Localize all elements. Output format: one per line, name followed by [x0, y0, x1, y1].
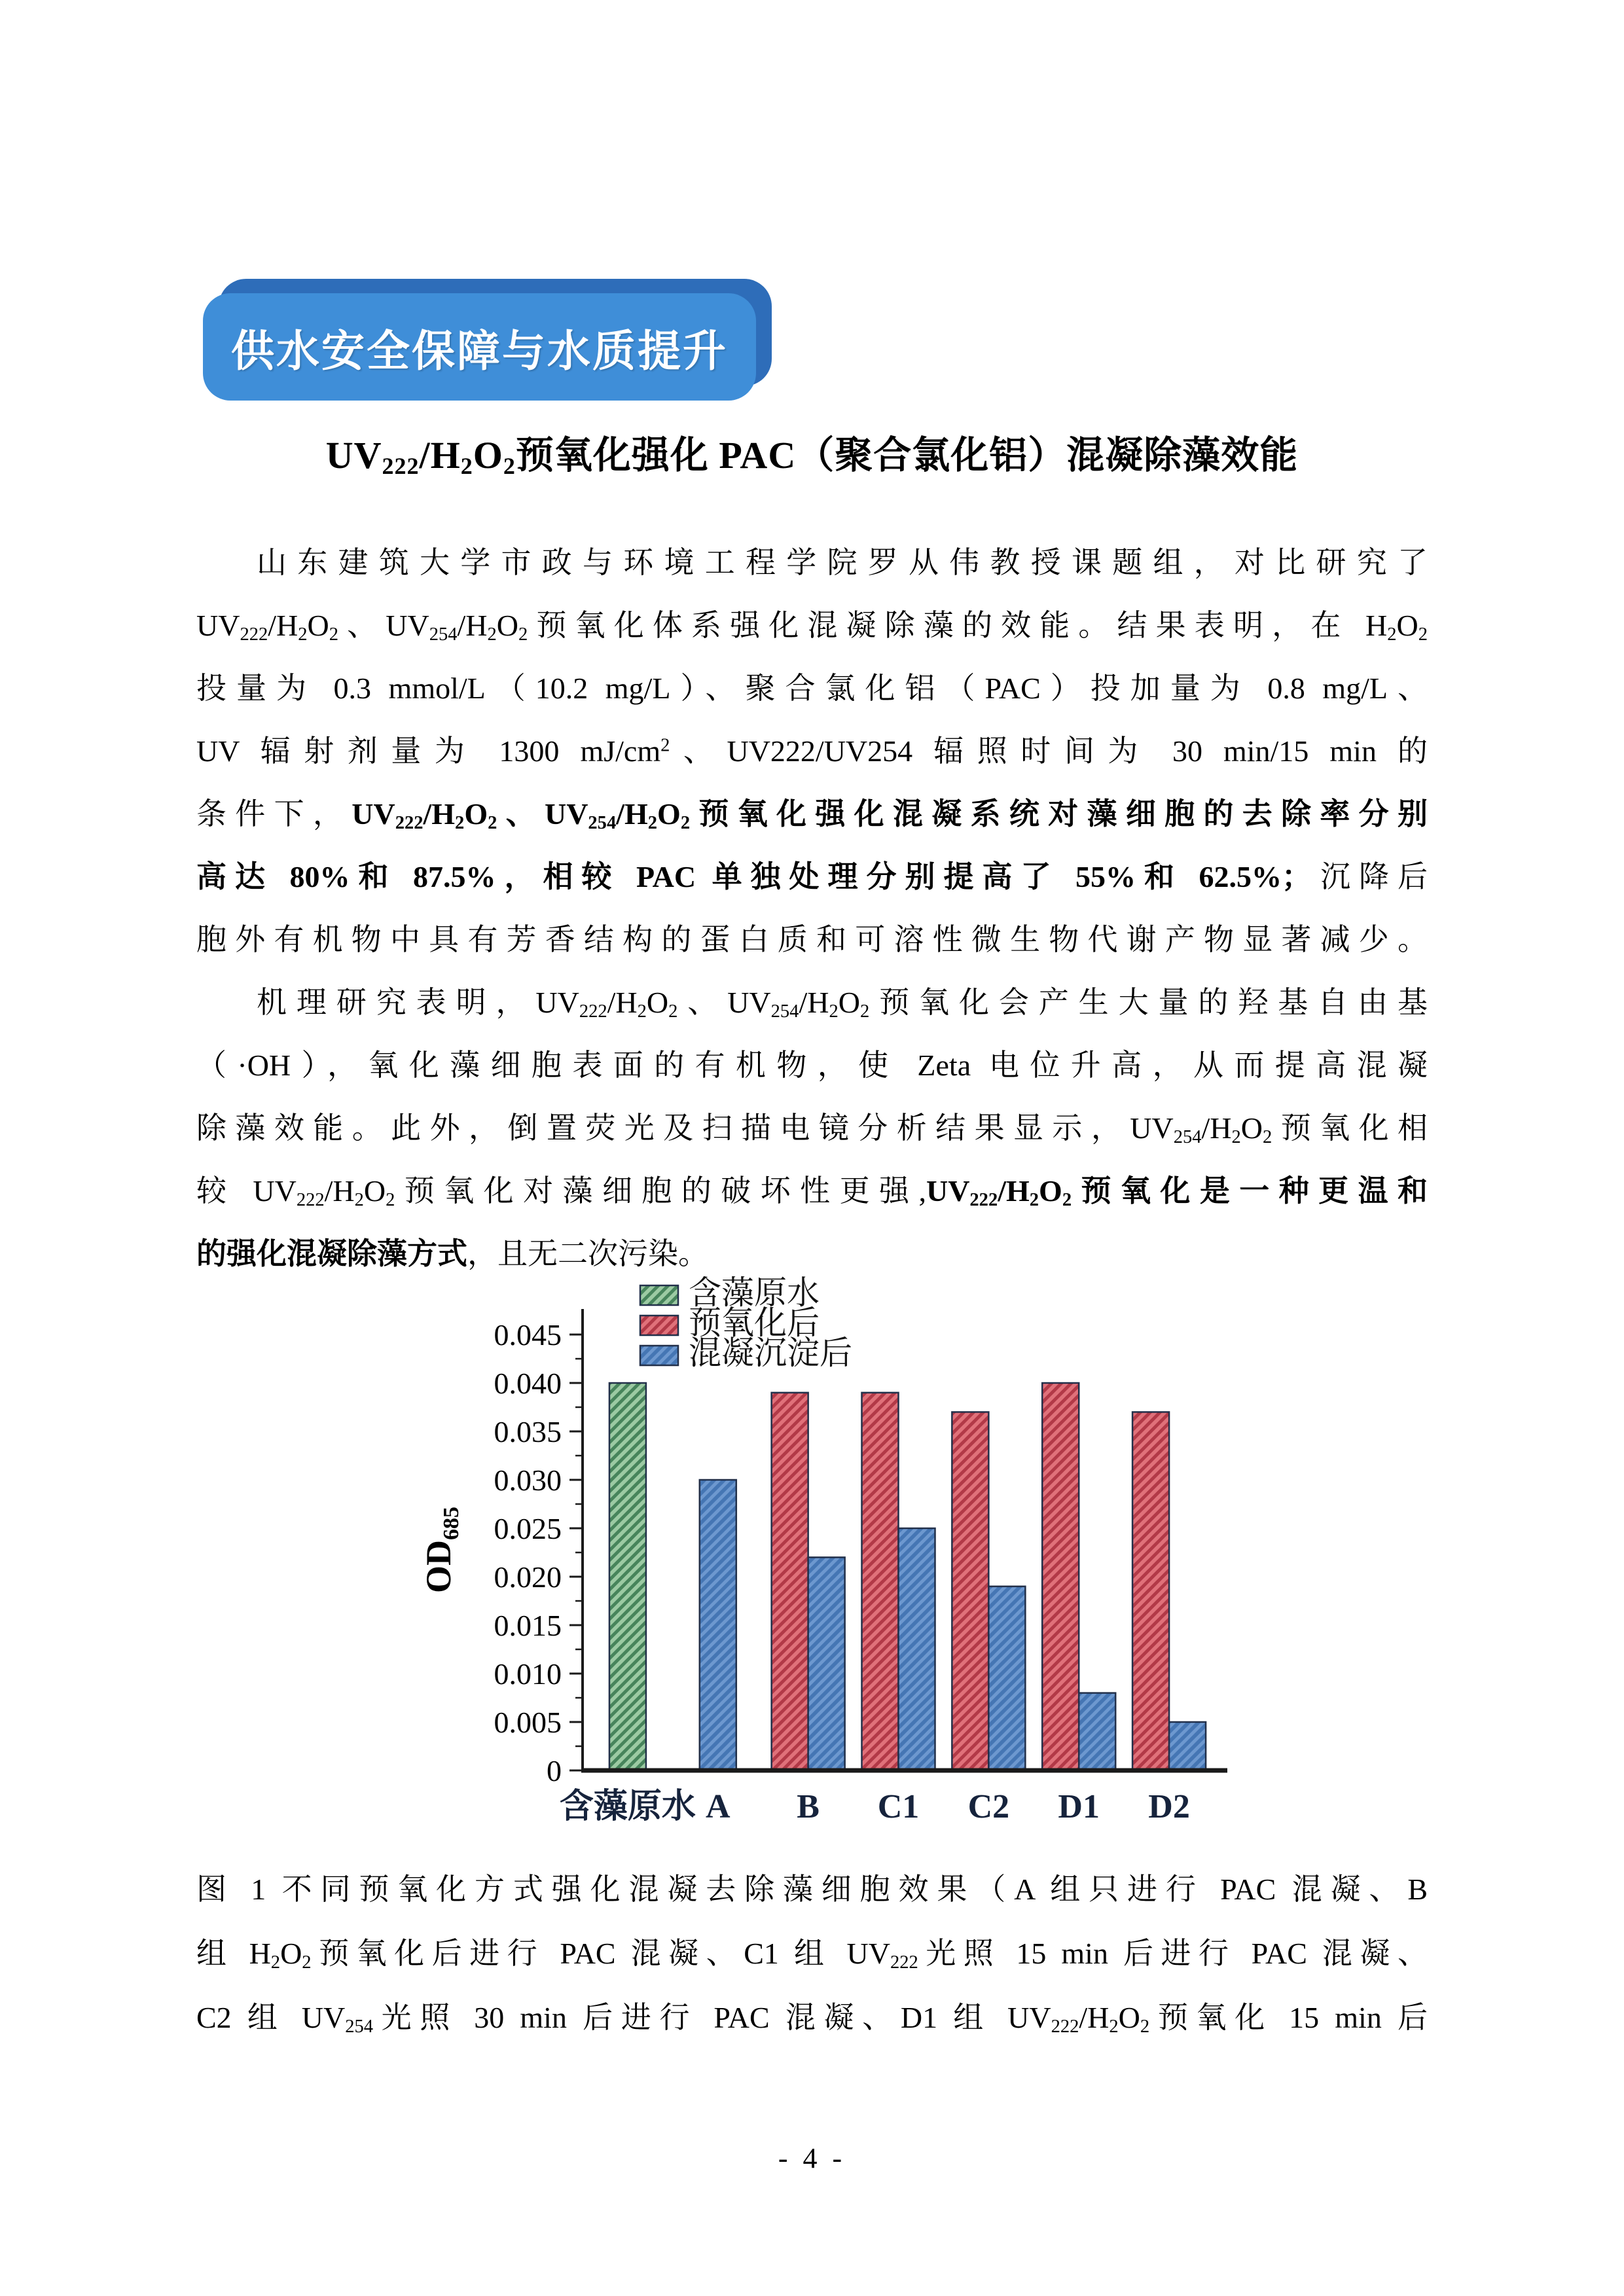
- article-title: [0, 424, 1624, 479]
- section-badge-label: 供水安全保障与水质提升: [231, 327, 728, 376]
- subscript-text: 2: [1418, 624, 1428, 645]
- subscript-text: 222: [969, 1190, 998, 1211]
- text-run: /H: [324, 1174, 355, 1208]
- subscript-text: 2: [488, 813, 497, 834]
- subscript-text: 2: [1231, 1127, 1241, 1148]
- text-run: O: [307, 609, 329, 642]
- subscript-text: 2: [298, 624, 308, 645]
- y-axis-tick-label: 0.030: [494, 1463, 562, 1497]
- x-axis-category-label: C2: [967, 1788, 1010, 1825]
- y-axis-tick-label: 0.005: [494, 1706, 562, 1739]
- legend-label: 含藻原水: [689, 1274, 820, 1311]
- text-run: 投量为 0.3 mmol/L（10.2 mg/L）、聚合氯化铝（PAC）投加量为 0.8 mg/L、: [196, 672, 1428, 705]
- text-run: 预氧化强化 PAC（聚合氯化铝）混凝除藻效能: [515, 434, 1299, 476]
- text-run: 的强化混凝除藻方式: [196, 1237, 467, 1270]
- chart-bar-B-预氧化后: [772, 1393, 808, 1770]
- subscript-text: 2: [455, 813, 465, 834]
- text-run: 胞外有机物中具有芳香结构的蛋白质和可溶性微生物代谢产物显著减少。: [196, 923, 1428, 956]
- x-axis-category-label: A: [706, 1788, 731, 1825]
- text-run: UV: [325, 434, 382, 476]
- text-run: 光照 15 min 后进行 PAC 混凝、: [918, 1937, 1428, 1970]
- body-text-line: [196, 594, 1428, 657]
- text-run: C2 组 UV: [196, 2001, 346, 2034]
- subscript-text: 2: [1062, 1190, 1072, 1211]
- text-run: 条件下，: [196, 797, 352, 831]
- article-body: [196, 531, 1428, 1285]
- body-text-line: [196, 720, 1428, 783]
- y-axis-tick-label: 0: [547, 1754, 562, 1787]
- y-axis-tick-label: 0.025: [494, 1512, 562, 1545]
- text-run: /H: [1201, 1111, 1232, 1145]
- figure-caption-line: [196, 1857, 1428, 1922]
- subscript-text: 2: [668, 1001, 678, 1022]
- subscript-text: 2: [487, 624, 497, 645]
- text-run: /H: [799, 986, 829, 1019]
- text-run: UV: [352, 797, 395, 831]
- text-run: 预氧化强化混凝系统对藻细胞的去除率分别: [690, 797, 1428, 831]
- chart-bar-D1-混凝沉淀后: [1079, 1693, 1115, 1770]
- subscript-text: 2: [518, 624, 528, 645]
- text-run: 除藻效能。此外，倒置荧光及扫描电镜分析结果显示，UV: [196, 1111, 1174, 1145]
- subscript-text: 2: [1263, 1127, 1272, 1148]
- subscript-text: 2: [859, 1001, 870, 1022]
- text-run: O: [1039, 1174, 1062, 1208]
- subscript-text: 2: [1109, 2017, 1119, 2037]
- subscript-text: 222: [890, 1952, 918, 1973]
- chart-bar-含藻原水-含藻原水: [609, 1383, 646, 1770]
- subscript-text: 222: [1051, 2017, 1079, 2037]
- figure-chart: [367, 1250, 1283, 1839]
- chart-bar-A-混凝沉淀后: [700, 1480, 736, 1770]
- chart-bar-C1-混凝沉淀后: [899, 1528, 935, 1770]
- legend-swatch-含藻原水: [640, 1285, 678, 1305]
- subscript-text: 254: [770, 1001, 799, 1022]
- text-run: 预氧化是一种更温和: [1072, 1174, 1428, 1208]
- legend-swatch-混凝沉淀后: [640, 1346, 678, 1365]
- subscript-text: 2: [1387, 624, 1397, 645]
- chart-bar-C2-预氧化后: [952, 1412, 988, 1770]
- text-run: 、UV222/UV254 辐照时间为 30 min/15 min 的: [670, 734, 1428, 768]
- x-axis-category-label: D1: [1058, 1788, 1100, 1825]
- text-run: ，且无二次污染。: [467, 1237, 708, 1270]
- y-axis-tick-label: 0.010: [494, 1657, 562, 1691]
- subscript-text: 222: [395, 813, 424, 834]
- body-text-line: [196, 1034, 1428, 1097]
- text-run: 光照 30 min 后进行 PAC 混凝、D1 组 UV: [372, 2001, 1051, 2034]
- body-text-line: [196, 783, 1428, 846]
- body-text-line: [196, 846, 1428, 908]
- text-run: /H: [616, 797, 648, 831]
- text-run: 、UV: [497, 797, 588, 831]
- text-run: 、UV: [677, 986, 771, 1019]
- x-axis-category-label: B: [797, 1788, 820, 1825]
- chart-bar-C1-预氧化后: [862, 1393, 899, 1770]
- y-axis-tick-label: 0.020: [494, 1560, 562, 1594]
- legend-label: 预氧化后: [689, 1304, 820, 1341]
- chart-bar-D1-预氧化后: [1042, 1383, 1079, 1770]
- body-text-line: [196, 1097, 1428, 1160]
- text-run: 预氧化后进行 PAC 混凝、C1 组 UV: [311, 1937, 890, 1970]
- subscript-text: 254: [1173, 1127, 1202, 1148]
- subscript-text: 222: [579, 1001, 607, 1022]
- text-run: O: [838, 986, 860, 1019]
- text-run: O: [473, 434, 503, 476]
- subscript-text: 2: [503, 452, 516, 479]
- text-run: 预氧化会产生大量的羟基自由基: [869, 986, 1428, 1019]
- text-run: /H: [607, 986, 638, 1019]
- body-text-line: [196, 1160, 1428, 1223]
- legend-label: 混凝沉淀后: [689, 1335, 852, 1371]
- text-run: /H: [998, 1174, 1030, 1208]
- subscript-text: 254: [429, 624, 458, 645]
- subscript-text: 2: [270, 1952, 281, 1973]
- text-run: O: [657, 797, 681, 831]
- text-run: O: [646, 986, 669, 1019]
- subscript-text: 2: [354, 1190, 364, 1211]
- subscript-text: 2: [829, 1001, 839, 1022]
- text-run: O: [464, 797, 488, 831]
- text-run: 沉降后: [1312, 860, 1428, 893]
- text-run: /H: [423, 797, 456, 831]
- text-run: 图 1 不同预氧化方式强化混凝去除藻细胞效果（A 组只进行 PAC 混凝、B: [196, 1873, 1428, 1906]
- text-run: （·OH），氧化藻细胞表面的有机物，使 Zeta 电位升高，从而提高混凝: [196, 1049, 1428, 1082]
- y-axis-tick-label: 0.035: [494, 1415, 562, 1448]
- subscript-text: 222: [296, 1190, 325, 1211]
- subscript-text: 2: [1029, 1190, 1039, 1211]
- body-text-line: [196, 908, 1428, 971]
- text-run: 预氧化体系强化混凝除藻的效能。结果表明，在 H: [528, 609, 1388, 642]
- y-axis-tick-label: 0.040: [494, 1367, 562, 1400]
- x-axis-category-label: C1: [877, 1788, 920, 1825]
- subscript-text: 2: [460, 452, 473, 479]
- chart-bar-B-混凝沉淀后: [808, 1557, 845, 1770]
- body-text-line: [196, 971, 1428, 1034]
- subscript-text: 254: [588, 813, 617, 834]
- chart-bar-C2-混凝沉淀后: [988, 1587, 1025, 1770]
- legend-swatch-预氧化后: [640, 1316, 678, 1335]
- figure-caption-line: [196, 1986, 1428, 2050]
- text-run: 、UV: [338, 609, 429, 642]
- y-axis-title: $OD_{685}$: [419, 1507, 463, 1593]
- body-text-line: [196, 657, 1428, 720]
- figure-caption-line: [196, 1922, 1428, 1986]
- subscript-text: 2: [1140, 2017, 1150, 2037]
- subscript-text: 222: [240, 624, 268, 645]
- section-badge: [203, 293, 756, 401]
- text-run: 高达 80%和 87.5%，相较 PAC 单独处理分别提高了 55%和 62.5%；: [196, 860, 1312, 893]
- text-run: 预氧化对藻细胞的破坏性更强,: [395, 1174, 926, 1208]
- text-run: /H: [1079, 2001, 1110, 2034]
- subscript-text: 2: [386, 1190, 395, 1211]
- text-run: O: [280, 1937, 302, 1970]
- y-axis-tick-label: 0.015: [494, 1609, 562, 1642]
- section-header: [203, 279, 785, 415]
- figure-caption: [196, 1857, 1428, 2050]
- superscript-text: 2: [660, 735, 670, 756]
- text-run: O: [496, 609, 519, 642]
- chart-bar-D2-预氧化后: [1132, 1412, 1169, 1770]
- subscript-text: 2: [637, 1001, 647, 1022]
- subscript-text: 2: [329, 624, 338, 645]
- text-run: 组 H: [196, 1937, 271, 1970]
- subscript-text: 222: [382, 452, 420, 479]
- body-text-line: [196, 531, 1428, 594]
- text-run: 山东建筑大学市政与环境工程学院罗从伟教授课题组，对比研究了: [257, 546, 1428, 579]
- subscript-text: 2: [302, 1952, 312, 1973]
- subscript-text: 2: [680, 813, 691, 834]
- text-run: O: [363, 1174, 386, 1208]
- text-run: UV 辐射剂量为 1300 mJ/cm: [196, 734, 661, 768]
- page-number: - 4 -: [778, 2142, 846, 2174]
- text-run: 较 UV: [196, 1174, 297, 1208]
- text-run: 预氧化 15 min 后: [1149, 2001, 1428, 2034]
- text-run: O: [1118, 2001, 1140, 2034]
- text-run: UV: [196, 609, 240, 642]
- text-run: /H: [268, 609, 298, 642]
- text-run: O: [1396, 609, 1418, 642]
- x-axis-category-label: D2: [1148, 1788, 1190, 1825]
- text-run: /H: [419, 434, 461, 476]
- text-run: 预氧化相: [1272, 1111, 1428, 1145]
- text-run: UV: [926, 1174, 970, 1208]
- subscript-text: 254: [345, 2017, 373, 2037]
- text-run: /H: [457, 609, 488, 642]
- text-run: 机理研究表明，UV: [257, 986, 579, 1019]
- text-run: O: [1240, 1111, 1263, 1145]
- chart-bar-D2-混凝沉淀后: [1169, 1722, 1206, 1770]
- y-axis-tick-label: 0.045: [494, 1318, 562, 1352]
- subscript-text: 2: [647, 813, 658, 834]
- x-axis-category-label: 含藻原水: [559, 1788, 696, 1825]
